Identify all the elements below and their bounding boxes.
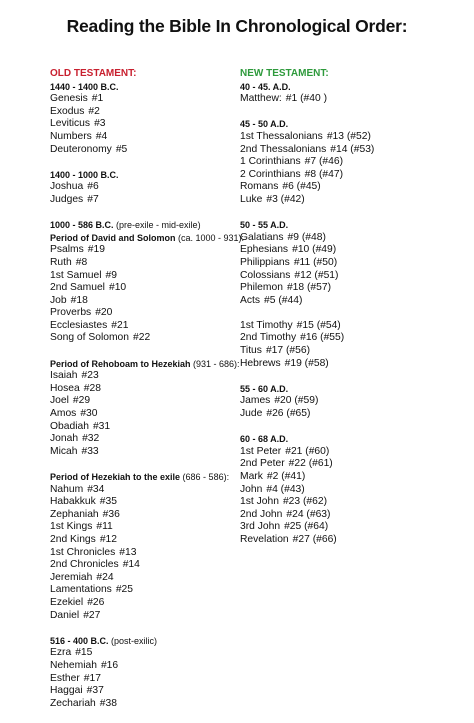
book-entry [50,660,244,673]
book-number: #1 [91,93,104,105]
new-testament-heading: NEW TESTAMENT: [240,68,329,79]
book-entry [240,509,374,522]
period-heading [50,358,244,371]
book-number: #9 (#48) [287,231,326,243]
book-name: Philippians [240,256,290,268]
book-name: Deuteronomy [50,143,112,155]
book-entry [50,647,244,660]
book-entry [50,484,244,497]
book-number: #1 (#40 ) [285,93,327,105]
book-entry [50,270,244,283]
book-name: Colossians [240,269,291,281]
book-entry [240,408,374,421]
book-name: Joshua [50,181,84,193]
reading-section [240,383,374,421]
book-name: Nehemiah [50,659,97,671]
book-name: Joel [50,395,69,407]
book-number: #37 [86,685,104,697]
book-name: Genesis [50,93,88,105]
book-name: 2nd Kings [50,533,96,545]
book-entry [240,93,374,106]
book-name: 1 Corinthians [240,156,301,168]
reading-section [240,320,374,370]
book-number: #13 (#52) [326,130,371,142]
book-entry [50,673,244,686]
book-name: Obadiah [50,420,89,432]
book-name: Amos [50,408,77,420]
book-entry [240,332,374,345]
book-name: Job [50,294,67,306]
book-number: #24 [96,571,114,583]
book-name: Jeremiah [50,571,93,583]
book-entry [50,106,244,119]
book-name: Hebrews [240,357,281,369]
book-entry [240,395,374,408]
book-name: Lamentations [50,584,112,596]
new-testament-sections [240,81,374,547]
book-name: Psalms [50,244,84,256]
book-number: #22 (#61) [288,458,333,470]
book-number: #3 (#42) [266,193,305,205]
book-number: #10 (#49) [292,244,337,256]
book-number: #36 [102,508,120,520]
old-testament-sections [50,81,244,711]
book-name: Hosea [50,382,80,394]
book-number: #7 (#46) [304,156,344,168]
book-name: Leviticus [50,118,91,130]
book-name: Ruth [50,256,72,268]
book-number: #23 (#62) [282,496,328,508]
period-heading [240,219,374,232]
book-name: 2nd Timothy [240,332,297,344]
reading-section [240,433,374,546]
book-number: #27 (#66) [292,533,337,545]
book-entry [240,244,374,257]
book-entry [50,534,244,547]
book-entry [50,521,244,534]
book-number: #6 (#45) [282,181,321,193]
book-entry [50,282,244,295]
book-name: Esther [50,672,80,684]
book-name: Isaiah [50,370,78,382]
period-label: 1400 - 1000 B.C. [50,169,119,180]
period-heading [50,471,244,484]
book-entry [50,597,244,610]
book-number: #32 [82,433,100,445]
book-entry [50,610,244,623]
period-label: 40 - 45. A.D. [240,81,291,92]
book-name: Habakkuk [50,496,96,508]
book-entry [50,408,244,421]
book-number: #17 [83,672,101,684]
book-entry [240,232,374,245]
period-heading [50,81,244,94]
book-entry [50,332,244,345]
book-entry [240,257,374,270]
book-number: #14 (#53) [330,143,375,155]
book-number: #21 (#60) [285,445,330,457]
book-entry [240,458,374,471]
book-name: Ezra [50,647,72,659]
book-name: Daniel [50,609,80,621]
period-heading [50,169,244,182]
book-name: 1st Kings [50,521,93,533]
book-entry [50,509,244,522]
book-name: 2nd Peter [240,458,285,470]
book-number: #3 [94,118,106,130]
book-name: 1st Timothy [240,319,293,331]
book-number: #27 [83,609,101,621]
book-entry [240,534,374,547]
book-name: James [240,395,271,407]
book-entry [240,144,374,157]
period-heading [240,383,374,396]
book-number: #35 [99,496,117,508]
book-name: Titus [240,345,262,357]
reading-section [50,81,244,157]
book-name: Luke [240,193,263,205]
book-number: #7 [87,193,99,205]
old-testament-heading: OLD TESTAMENT: [50,68,137,79]
period-label: 1440 - 1400 B.C. [50,81,119,92]
book-number: #9 [105,269,117,281]
book-number: #19 (#58) [284,357,329,369]
book-name: Zephaniah [50,508,99,520]
book-entry [50,370,244,383]
book-entry [240,496,374,509]
period-label: 1000 - 586 B.C. [50,220,114,231]
book-entry [50,572,244,585]
period-label: Period of Rehoboam to Hezekiah [50,358,191,369]
book-entry [240,295,374,308]
book-entry [50,433,244,446]
period-heading [50,635,244,648]
book-number: #5 [115,143,128,155]
book-number: #16 (#55) [300,332,345,344]
book-name: Proverbs [50,307,92,319]
book-number: #23 [81,370,99,382]
book-number: #34 [87,483,105,495]
book-entry [50,584,244,597]
book-entry [50,194,244,207]
book-name: 2nd John [240,508,283,520]
book-name: Matthew: [240,93,282,105]
book-entry [240,270,374,283]
book-name: Nahum [50,483,84,495]
period-label: 60 - 68 A.D. [240,434,289,445]
book-entry [50,244,244,257]
subperiod-label: Period of David and Solomon [50,232,176,243]
book-entry [50,685,244,698]
book-number: #13 [119,546,137,558]
book-name: 2nd Thessalonians [240,143,327,155]
book-entry [240,521,374,534]
book-number: #14 [122,559,140,571]
book-number: #28 [83,382,101,394]
book-name: 1st Samuel [50,269,102,281]
book-name: Jonah [50,433,79,445]
book-name: Haggai [50,685,83,697]
reading-section [50,471,244,622]
book-number: #38 [99,697,117,709]
book-name: Exodus [50,105,85,117]
book-number: #5 (#44) [264,294,303,306]
reading-section [50,219,244,345]
period-heading [50,219,244,232]
subperiod-heading [50,232,244,245]
new-testament-column [240,68,374,559]
book-number: #16 [100,659,119,671]
book-number: #25 (#64) [284,521,329,533]
book-entry [50,395,244,408]
book-number: #26 (#65) [266,408,311,420]
book-number: #18 (#57) [286,282,332,294]
book-entry [240,194,374,207]
period-note: (686 - 586): [180,472,230,482]
book-number: #12 (#51) [294,269,339,281]
book-name: Mark [240,471,263,482]
book-entry [50,307,244,320]
book-name: Numbers [50,130,92,142]
book-number: #17 (#56) [265,345,311,357]
book-name: Ecclesiastes [50,319,108,331]
book-number: #25 [115,584,134,596]
book-number: #6 [87,181,99,193]
book-number: #31 [92,420,111,432]
book-number: #10 [108,282,127,294]
book-name: Revelation [240,533,289,545]
book-number: #22 [133,332,151,344]
book-number: #11 (#50) [293,256,338,268]
book-entry [50,496,244,509]
book-name: Ephesians [240,244,289,256]
book-name: Song of Solomon [50,332,129,344]
book-number: #11 [96,521,113,533]
book-entry [50,446,244,459]
book-number: #4 [95,130,108,142]
book-name: 1st Thessalonians [240,130,323,142]
book-name: 2nd Chronicles [50,559,119,571]
period-note: (pre-exile - mid-exile) [113,220,201,231]
period-note: (931 - 686): [190,358,240,369]
book-name: Romans [240,181,279,193]
book-name: 2 Corinthians [240,168,301,180]
book-number: #2 [88,105,100,117]
book-number: #4 (#43) [266,483,305,495]
book-entry [240,320,374,333]
book-entry [240,131,374,144]
book-name: Judges [50,193,84,205]
book-name: Acts [240,294,261,306]
book-entry [240,345,374,358]
period-label: 45 - 50 A.D. [240,119,289,130]
book-entry [240,358,374,371]
book-entry [50,421,244,434]
book-number: #8 (#47) [304,168,344,180]
book-entry [50,118,244,131]
book-name: Zechariah [50,697,96,709]
period-heading [240,81,374,94]
book-name: 3rd John [240,521,281,533]
period-heading [240,118,374,131]
book-name: 1st Peter [240,445,282,457]
book-entry [50,144,244,157]
book-name: 1st John [240,496,279,508]
reading-section [240,219,374,307]
reading-section [50,358,244,459]
book-entry [240,282,374,295]
book-entry [50,295,244,308]
book-number: #2 (#41) [266,471,306,482]
book-number: #24 (#63) [286,508,331,520]
period-label: 50 - 55 A.D. [240,220,289,231]
period-heading [240,433,374,446]
period-label: Period of Hezekiah to the exile [50,472,181,482]
book-number: #20 (#59) [274,395,319,407]
book-number: #26 [87,596,105,608]
book-entry [50,93,244,106]
book-number: #30 [80,408,98,420]
book-name: 2nd Samuel [50,282,105,294]
period-label: 516 - 400 B.C. [50,635,109,646]
reading-section [50,635,244,711]
book-name: Philemon [240,282,283,294]
book-entry [240,446,374,459]
book-entry [240,484,374,497]
book-name: Micah [50,445,78,457]
book-number: #12 [99,533,117,545]
book-name: Jude [240,408,263,420]
book-entry [50,698,244,711]
reading-section [240,118,374,206]
book-entry [50,547,244,560]
book-entry [50,181,244,194]
book-name: Ezekiel [50,596,84,608]
page-title: Reading the Bible In Chronological Order: [66,16,408,36]
book-number: #8 [75,256,88,268]
book-entry [240,169,374,182]
reading-section [240,81,374,106]
book-number: #33 [81,445,99,457]
book-name: John [240,483,263,495]
book-entry [50,559,244,572]
book-name: Galatians [240,231,284,243]
book-entry [240,181,374,194]
book-number: #18 [70,294,88,306]
book-number: #20 [95,307,113,319]
book-name: 1st Chronicles [50,546,116,558]
old-testament-column [50,68,244,723]
period-label: 55 - 60 A.D. [240,383,289,394]
book-entry [50,131,244,144]
book-entry [50,383,244,396]
book-number: #15 (#54) [296,319,341,331]
book-entry [240,471,374,484]
book-entry [240,156,374,169]
subperiod-note: (ca. 1000 - 931): [175,232,245,243]
period-note: (post-exilic) [108,635,158,646]
book-number: #21 [111,319,129,331]
book-number: #15 [75,647,93,659]
book-entry [50,320,244,333]
reading-section [50,169,244,207]
book-entry [50,257,244,270]
book-number: #19 [87,244,105,256]
book-number: #29 [72,395,91,407]
